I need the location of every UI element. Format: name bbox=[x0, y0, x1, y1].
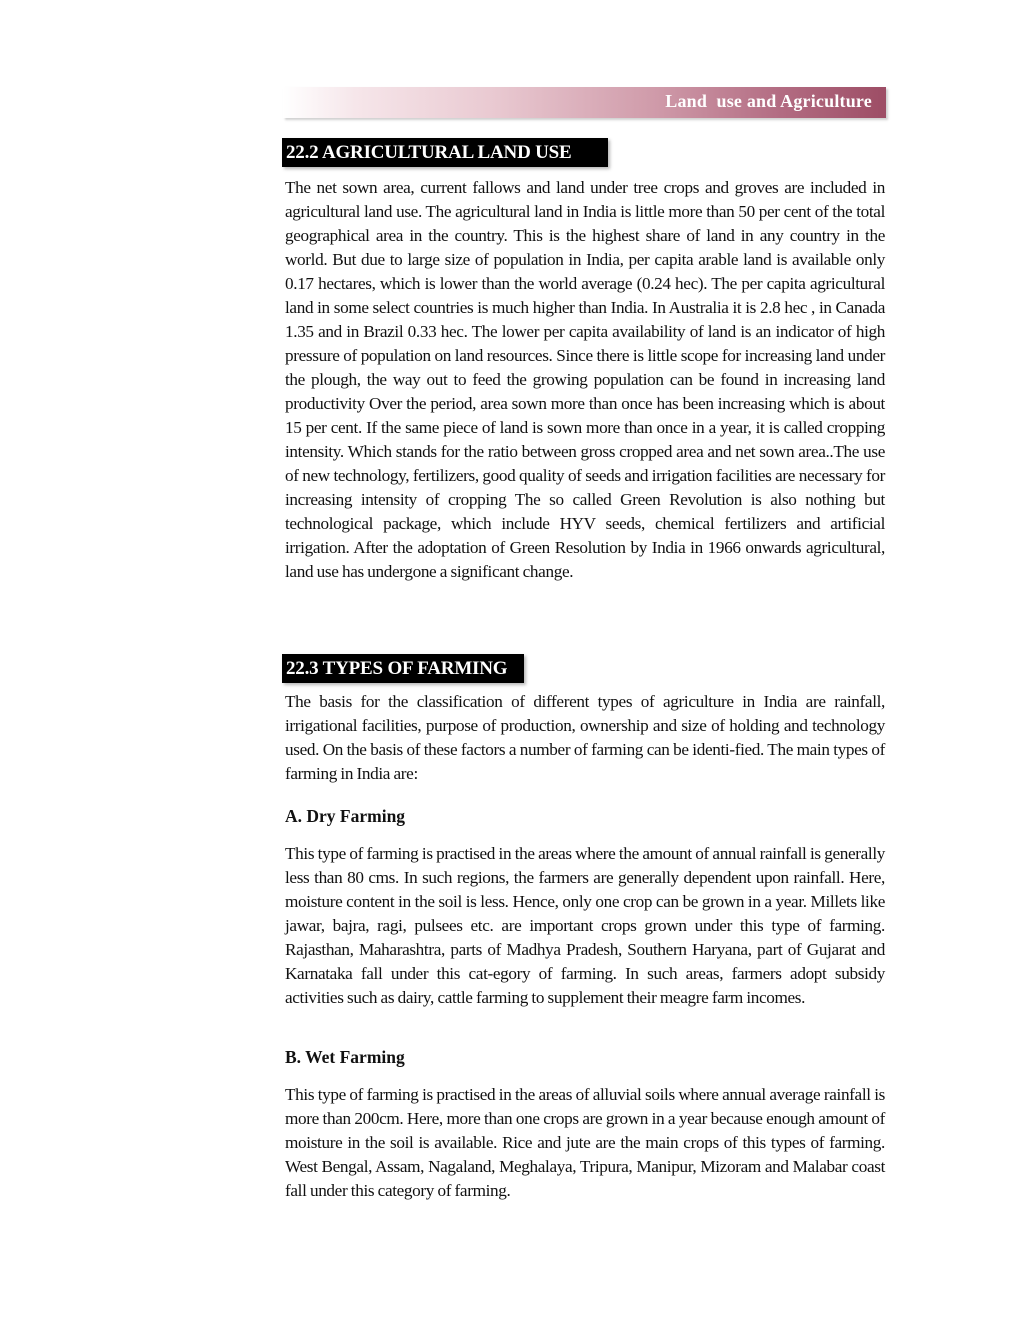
chapter-header-bar bbox=[283, 87, 886, 118]
section-heading-types-of-farming: 22.3 TYPES OF FARMING bbox=[282, 654, 524, 683]
paragraph-agricultural-land-use: The net sown area, current fallows and land under tree crops and groves are included in agricultural land use. The agricultural land in India is little more than 50 per cent of the total geographical area in the country. This is the highest share of land in any country in the world. But due to large size of population in India, per capita arable land is available only 0.17 hectares, which is lower than the world average (0.24 hec). The per capita agricultural land in some select countries is much higher than India. In Australia it is 2.8 hec , in Canada 1.35 and in Brazil 0.33 hec. The lower per capita availability of land is an indicator of high pressure of population on land resources. Since there is little scope for increasing land under the plough, the way out to feed the growing population can be found in increasing land productivity Over the period, area sown more than once has been increasing which is about 15 per cent. If the same piece of land is sown more than once in a year, it is called cropping intensity. Which stands for the ratio between gross cropped area and net sown area..The use of new technology, fertilizers, good quality of seeds and irrigation facilities are necessary for increasing intensity of cropping The so called Green Revolution is also nothing but technological package, which include HYV seeds, chemical fertilizers and artificial irrigation. After the adoptation of Green Resolution by India in 1966 onwards agricultural, land use has undergone a significant change. bbox=[285, 178, 885, 581]
paragraph-wet-farming: This type of farming is practised in the areas of alluvial soils where annual average rainfall is more than 200cm. Here, more than one crops are grown in a year because enough amount of moisture in the soil is available. Rice and jute are the main crops of this types of farming. West Bengal, Assam, Nagaland, Meghalaya, Tripura, Manipur, Mizoram and Malabar coast fall under this category of farming. bbox=[285, 1085, 885, 1200]
paragraph-types-of-farming-intro: The basis for the classification of different types of agriculture in India are rainfall, irrigational facilities, purpose of production, ownership and size of holding and technology used. On the basis of these factors a number of farming can be identi-fied. The main types of farming in India are: bbox=[285, 692, 885, 783]
paragraph-dry-farming: This type of farming is practised in the areas where the amount of annual rainfall is generally less than 80 cms. In such regions, the farmers are generally dependent upon rainfall. Here, moisture content in the soil is less. Hence, only one crop can be grown in a year. Millets like jawar, bajra, ragi, pulsees etc. are important crops grown under this type of farming. Rajasthan, Maharashtra, parts of Madhya Pradesh, Southern Haryana, part of Gujarat and Karnataka fall under this cat-egory of farming. In such areas, farmers adopt subsidy activities such as dairy, cattle farming to supplement their meagre farm incomes. bbox=[285, 844, 885, 1007]
chapter-title: Land use and Agriculture bbox=[665, 91, 872, 111]
section-heading-agricultural-land-use: 22.2 AGRICULTURAL LAND USE bbox=[282, 138, 608, 167]
subheading-wet-farming: B. Wet Farming bbox=[285, 1047, 405, 1067]
subheading-dry-farming: A. Dry Farming bbox=[285, 806, 406, 826]
